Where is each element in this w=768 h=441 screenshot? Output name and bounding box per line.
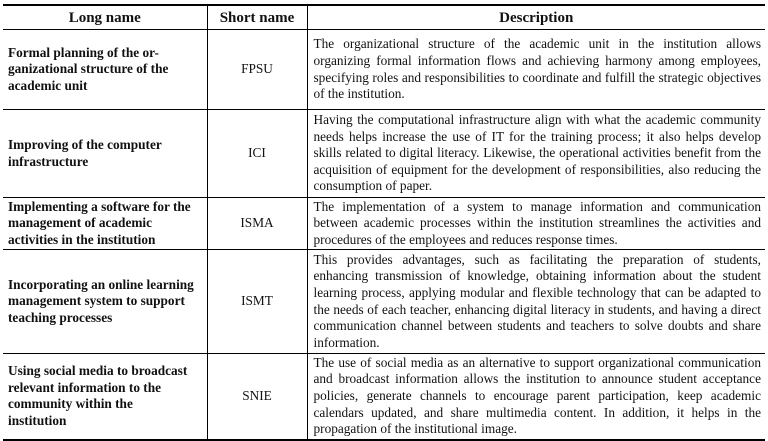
short-name-cell: ISMT <box>207 250 307 354</box>
long-name-cell: Using social media to broadcast relevant information to the community within the institution <box>8 363 188 428</box>
long-name-cell: Improving of the computer infrastructure <box>8 136 162 169</box>
short-name-cell: ICI <box>207 110 307 198</box>
table-row <box>3 110 765 198</box>
description-cell: The implementation of a system to manage information and communication between academic processes within the institution streamlines the activities and procedures of the employees and reduces response times. <box>307 198 765 250</box>
long-name-cell: Formal planning of the or-ganizational structure of the academic unit <box>8 44 169 93</box>
description-cell: This provides advantages, such as facilitating the preparation of students, enhancing transmission of knowledge, obtaining information about the student learning process, applying modular and flexible technology that can be adapted to the needs of each teacher, enhancing digital literacy in students, and having a direct communication channel between students and teachers to solve doubts and share information. <box>307 250 765 354</box>
header-long-name: Long name <box>68 10 141 26</box>
description-cell: The organizational structure of the academic unit in the institution allows organizing formal information flows and achieving harmony among employees, specifying roles and responsibilities to coordinate and fulfill the strategic objectives of the institution. <box>307 30 765 110</box>
long-name-cell: Implementing a software for the management of academic activities in the institution <box>8 198 191 247</box>
header-row <box>3 5 765 30</box>
strategies-table <box>3 4 765 441</box>
header-short-name: Short name <box>207 5 307 30</box>
table-row <box>3 30 765 110</box>
table-row <box>3 198 765 250</box>
table-row <box>3 354 765 440</box>
description-cell: The use of social media as an alternative to support organizational communication and broadcast information allows the institution to announce student acceptance policies, generate channels to encourage parent participation, keep academic calendars updated, and share multimedia content. In addition, it helps in the propagation of the institutional image. <box>307 354 765 440</box>
table-row <box>3 250 765 354</box>
long-name-cell: Incorporating an online learning management system to support teaching processes <box>8 276 194 325</box>
description-cell: Having the computational infrastructure align with what the academic community needs helps increase the use of IT for the training process; it also helps develop skills related to digital literacy. Likewise, the operational activities benefit from the acquisition of equipment for the development of responsibilities, also reducing the consumption of paper. <box>307 110 765 198</box>
short-name-cell: FPSU <box>207 30 307 110</box>
short-name-cell: ISMA <box>207 198 307 250</box>
header-description: Description <box>307 5 765 30</box>
short-name-cell: SNIE <box>207 354 307 440</box>
